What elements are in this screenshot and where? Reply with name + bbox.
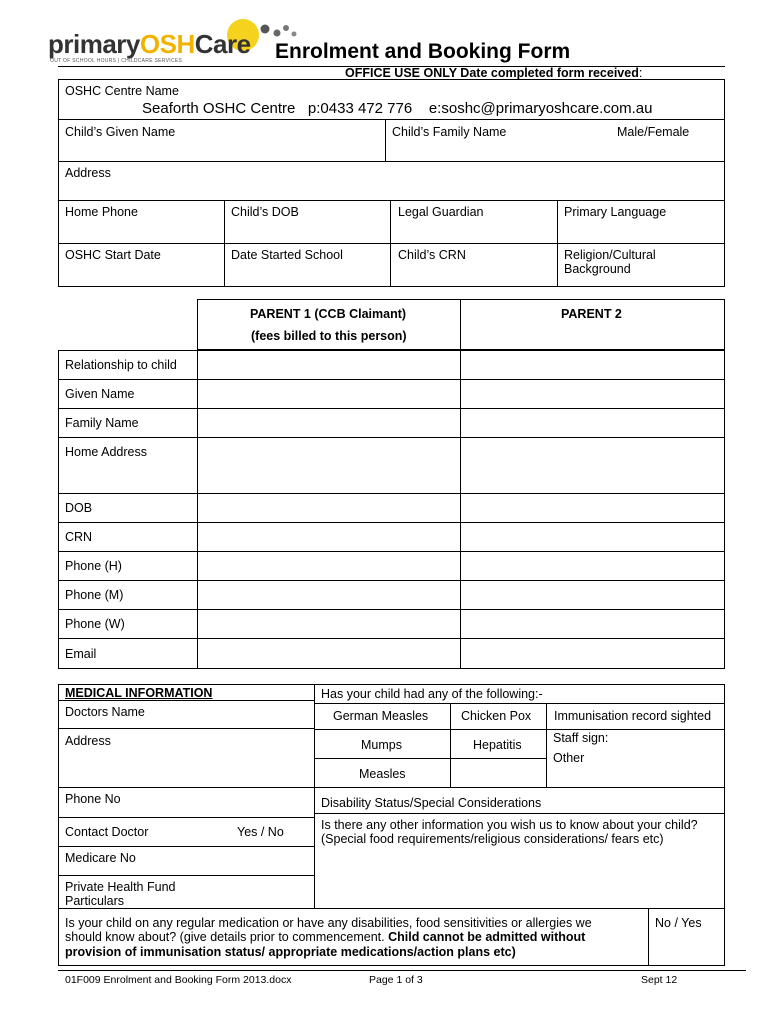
religion-field[interactable] [564,248,656,277]
child-given-name-field[interactable]: Child’s Given Name [65,125,176,139]
medication-line2a: should know about? (give details prior to commencement. [65,930,389,945]
contact-doctor-field[interactable]: Contact Doctor [65,825,149,839]
footer-page-number: Page 1 of 3 [369,974,423,986]
hepatitis-cell[interactable]: Hepatitis [473,738,522,752]
religion-label-line2: Background [564,262,631,277]
logo-tagline-right: CHILDCARE SERVICES [121,58,183,64]
disability-field[interactable]: Disability Status/Special Considerations [321,796,542,810]
parents-table [58,350,725,669]
doctor-address-field[interactable]: Address [65,734,111,748]
parent-row-given-name[interactable]: Given Name [65,387,135,401]
medication-line1: Is your child on any regular medication or have any disabilities, food sensitivities or allergies we [65,916,592,930]
centre-name-value: Seaforth OSHC Centre p:0433 472 776 e:soshc@primaryoshcare.com.au [142,100,653,117]
staff-sign-field[interactable]: Staff sign: [553,731,609,745]
private-health-label-line1: Private Health Fund [65,880,176,894]
other-info-line2: (Special food requirements/religious considerations/ fears etc) [321,832,664,847]
footer-date: Sept 12 [641,974,678,986]
parent2-title: PARENT 2 [561,307,622,321]
office-use-colon: : [638,66,643,80]
private-health-label-line2: Particulars [65,894,125,909]
measles-cell[interactable]: Measles [359,767,406,781]
other-info-line1: Is there any other information you wish us to know about your child? [321,818,698,832]
child-address-field[interactable]: Address [65,166,111,180]
child-gender-field[interactable]: Male/Female [617,125,690,139]
logo-word-osh: OSH [139,29,195,59]
medicare-field[interactable]: Medicare No [65,851,136,865]
other-field[interactable]: Other [553,751,585,765]
child-family-name-field[interactable]: Child’s Family Name [392,125,507,139]
office-use-label: OFFICE USE ONLY Date completed form received [345,66,639,80]
oshc-start-date-field[interactable]: OSHC Start Date [65,248,161,262]
parent-row-family-name[interactable]: Family Name [65,416,139,430]
medication-question [65,916,592,959]
parent-row-relationship[interactable]: Relationship to child [65,358,177,372]
logo: primaryOSHCare OUT OF SCHOOL HOURS | CHILDCARE SERVICES [48,18,273,66]
logo-tagline-left: OUT OF SCHOOL HOURS [50,58,117,64]
page-title: Enrolment and Booking Form [275,40,571,63]
parent-row-phone-h[interactable]: Phone (H) [65,559,122,573]
immunisation-sighted-cell[interactable]: Immunisation record sighted [554,709,712,723]
parent-row-phone-w[interactable]: Phone (W) [65,617,125,631]
other-info-field[interactable] [321,818,698,847]
legal-guardian-field[interactable]: Legal Guardian [398,205,484,219]
contact-doctor-yes-no[interactable]: Yes / No [237,825,284,839]
chicken-pox-cell[interactable]: Chicken Pox [461,709,532,723]
medication-line3: provision of immunisation status/ appropriate medications/action plans etc) [65,944,516,959]
doctors-name-field[interactable]: Doctors Name [65,705,145,719]
child-dob-field[interactable]: Child’s DOB [231,205,299,219]
parent1-subtitle: (fees billed to this person) [251,329,407,343]
parent-row-crn[interactable]: CRN [65,530,93,544]
parent1-title: PARENT 1 (CCB Claimant) [250,307,407,321]
parent-row-email[interactable]: Email [65,647,97,661]
religion-label-line1: Religion/Cultural [564,248,656,262]
medical-heading: MEDICAL INFORMATION [65,686,213,700]
mumps-cell[interactable]: Mumps [361,738,402,752]
private-health-field[interactable] [65,880,175,909]
parent-row-dob[interactable]: DOB [65,501,93,515]
logo-word-primary: primary [48,29,140,59]
medical-question: Has your child had any of the following:- [321,687,543,701]
doctor-phone-field[interactable]: Phone No [65,792,121,806]
date-started-school-field[interactable]: Date Started School [231,248,343,262]
home-phone-field[interactable]: Home Phone [65,205,138,219]
parent-row-home-address[interactable]: Home Address [65,445,147,459]
medication-no-yes[interactable]: No / Yes [655,916,702,930]
medication-line2b: Child cannot be admitted without [388,930,586,945]
parent-row-phone-m[interactable]: Phone (M) [65,588,124,602]
centre-name-label: OSHC Centre Name [65,84,179,98]
logo-word-care: Care [194,29,251,59]
primary-language-field[interactable]: Primary Language [564,205,667,219]
german-measles-cell[interactable]: German Measles [333,709,429,723]
child-crn-field[interactable]: Child’s CRN [398,248,466,262]
footer-doc-name: 01F009 Enrolment and Booking Form 2013.docx [65,974,292,986]
